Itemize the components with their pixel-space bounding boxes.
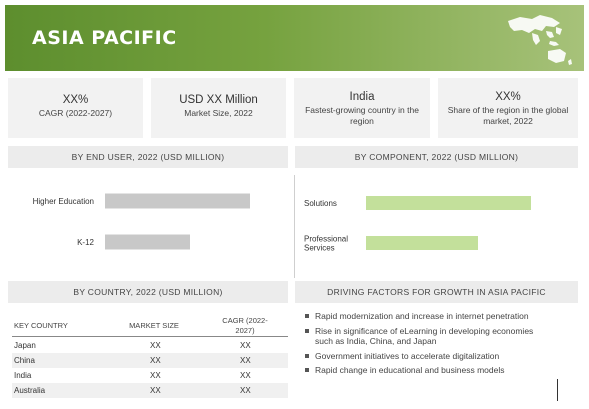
country-cell: India bbox=[14, 371, 32, 380]
kpi-fastest-country bbox=[294, 78, 430, 138]
kpi-row bbox=[8, 78, 578, 138]
country-cell: Japan bbox=[14, 341, 36, 350]
country-table-title: BY COUNTRY, 2022 (USD MILLION) bbox=[8, 281, 288, 303]
kpi-cagr bbox=[8, 78, 143, 138]
country-cell: China bbox=[14, 356, 35, 365]
kpi-value: XX% bbox=[62, 94, 89, 106]
table-row bbox=[12, 368, 288, 383]
component-chart-title: BY COMPONENT, 2022 (USD MILLION) bbox=[295, 146, 578, 168]
cagr-cell: XX bbox=[240, 371, 251, 380]
country-table-header bbox=[12, 313, 288, 337]
driver-item: Rapid change in educational and business models bbox=[303, 365, 553, 376]
region-title: ASIA PACIFIC bbox=[32, 27, 177, 49]
end-user-chart-title: BY END USER, 2022 (USD MILLION) bbox=[8, 146, 288, 168]
column-header: CAGR (2022-2027) bbox=[222, 316, 268, 335]
kpi-value: XX% bbox=[495, 91, 521, 103]
kpi-caption: Share of the region in the global market, 2022 bbox=[447, 105, 569, 126]
category-label: Higher Education bbox=[32, 197, 94, 206]
category-label: Professional bbox=[304, 234, 349, 244]
kpi-value: USD XX Million bbox=[179, 94, 258, 106]
country-cell: Australia bbox=[14, 386, 46, 395]
kpi-market-size bbox=[151, 78, 286, 138]
cagr-cell: XX bbox=[240, 341, 251, 350]
bar-k-12 bbox=[105, 235, 190, 250]
kpi-global-share bbox=[438, 78, 578, 138]
cagr-cell: XX bbox=[240, 356, 251, 365]
driver-item: Rise in significance of eLearning in developing economies such as India, China, and Japan bbox=[303, 326, 553, 347]
table-row bbox=[12, 383, 288, 398]
kpi-caption: Fastest-growing country in the region bbox=[305, 105, 419, 126]
market-size-cell: XX bbox=[150, 356, 161, 365]
end-user-chart bbox=[8, 172, 292, 280]
chart-divider bbox=[294, 175, 295, 278]
column-header: KEY COUNTRY bbox=[14, 321, 68, 330]
text-cursor bbox=[557, 379, 558, 401]
table-row bbox=[12, 353, 288, 368]
category-label: K-12 bbox=[77, 238, 94, 247]
market-size-cell: XX bbox=[150, 341, 161, 350]
world-map-icon bbox=[502, 9, 576, 67]
region-banner bbox=[5, 5, 584, 71]
bar-solutions bbox=[366, 196, 531, 210]
cagr-cell: XX bbox=[240, 386, 251, 395]
table-row bbox=[12, 338, 288, 353]
drivers-title: DRIVING FACTORS FOR GROWTH IN ASIA PACIFIC bbox=[295, 281, 578, 303]
category-label: Solutions bbox=[304, 199, 337, 208]
bar-professional-services bbox=[366, 236, 478, 250]
market-size-cell: XX bbox=[150, 386, 161, 395]
driver-item: Government initiatives to accelerate digitalization bbox=[303, 351, 553, 362]
kpi-value: India bbox=[349, 91, 375, 103]
kpi-caption: Market Size, 2022 bbox=[184, 108, 253, 118]
driver-item: Rapid modernization and increase in internet penetration bbox=[303, 311, 553, 322]
bar-higher-education bbox=[105, 194, 250, 209]
column-header: MARKET SIZE bbox=[129, 321, 179, 330]
component-chart bbox=[296, 172, 578, 280]
market-size-cell: XX bbox=[150, 371, 161, 380]
drivers-list bbox=[303, 311, 553, 380]
kpi-caption: CAGR (2022-2027) bbox=[38, 108, 113, 118]
category-label: Services bbox=[304, 243, 335, 253]
